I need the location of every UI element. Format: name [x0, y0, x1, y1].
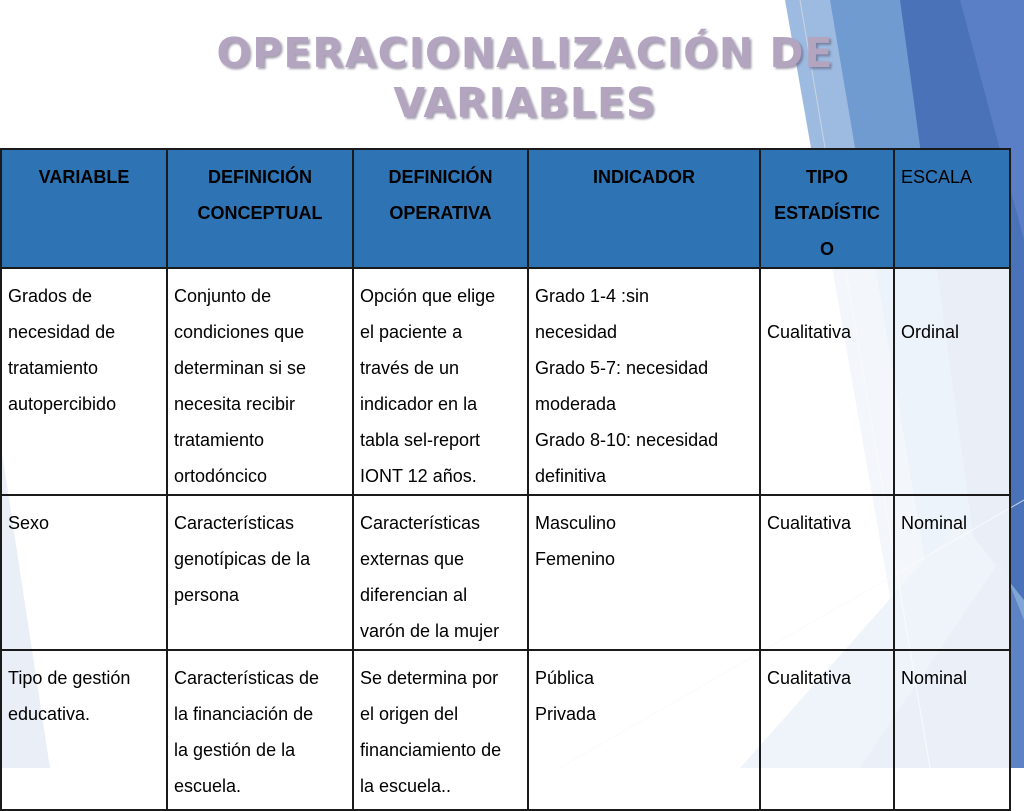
variables-table [0, 148, 1011, 811]
cell-indicador: Pública Privada [528, 650, 760, 810]
table-row [1, 268, 1010, 495]
cell-definicion-operativa: Se determina por el origen del financiamiento de la escuela.. [353, 650, 528, 810]
cell-variable: Tipo de gestión educativa. [1, 650, 167, 810]
cell-definicion-conceptual: Conjunto de condiciones que determinan si se necesita recibir tratamiento ortodóncico [167, 268, 353, 495]
cell-indicador: Masculino Femenino [528, 495, 760, 650]
cell-definicion-operativa: Características externas que diferencian al varón de la mujer [353, 495, 528, 650]
header-indicador: INDICADOR [528, 149, 760, 268]
title-line-2: VARIABLES [393, 79, 657, 127]
cell-tipo-estadistico: Cualitativa [760, 495, 894, 650]
page-title [200, 28, 850, 128]
cell-escala: Nominal [894, 495, 1010, 650]
cell-tipo-estadistico: Cualitativa [760, 268, 894, 495]
cell-variable: Sexo [1, 495, 167, 650]
header-tipo-estadistico: TIPO ESTADÍSTIC O [760, 149, 894, 268]
header-variable: VARIABLE [1, 149, 167, 268]
header-escala: ESCALA [894, 149, 1010, 268]
cell-definicion-conceptual: Características de la financiación de la gestión de la escuela. [167, 650, 353, 810]
cell-definicion-operativa: Opción que elige el paciente a través de un indicador en la tabla sel-report IONT 12 años. [353, 268, 528, 495]
header-definicion-conceptual: DEFINICIÓN CONCEPTUAL [167, 149, 353, 268]
cell-variable: Grados de necesidad de tratamiento autopercibido [1, 268, 167, 495]
table-header-row [1, 149, 1010, 268]
header-definicion-operativa: DEFINICIÓN OPERATIVA [353, 149, 528, 268]
cell-tipo-estadistico: Cualitativa [760, 650, 894, 810]
title-line-1: OPERACIONALIZACIÓN DE [216, 29, 834, 77]
cell-escala: Nominal [894, 650, 1010, 810]
table-row [1, 495, 1010, 650]
table-row [1, 650, 1010, 810]
cell-escala: Ordinal [894, 268, 1010, 495]
cell-indicador: Grado 1-4 :sin necesidad Grado 5-7: necesidad moderada Grado 8-10: necesidad definitiva [528, 268, 760, 495]
cell-definicion-conceptual: Características genotípicas de la persona [167, 495, 353, 650]
